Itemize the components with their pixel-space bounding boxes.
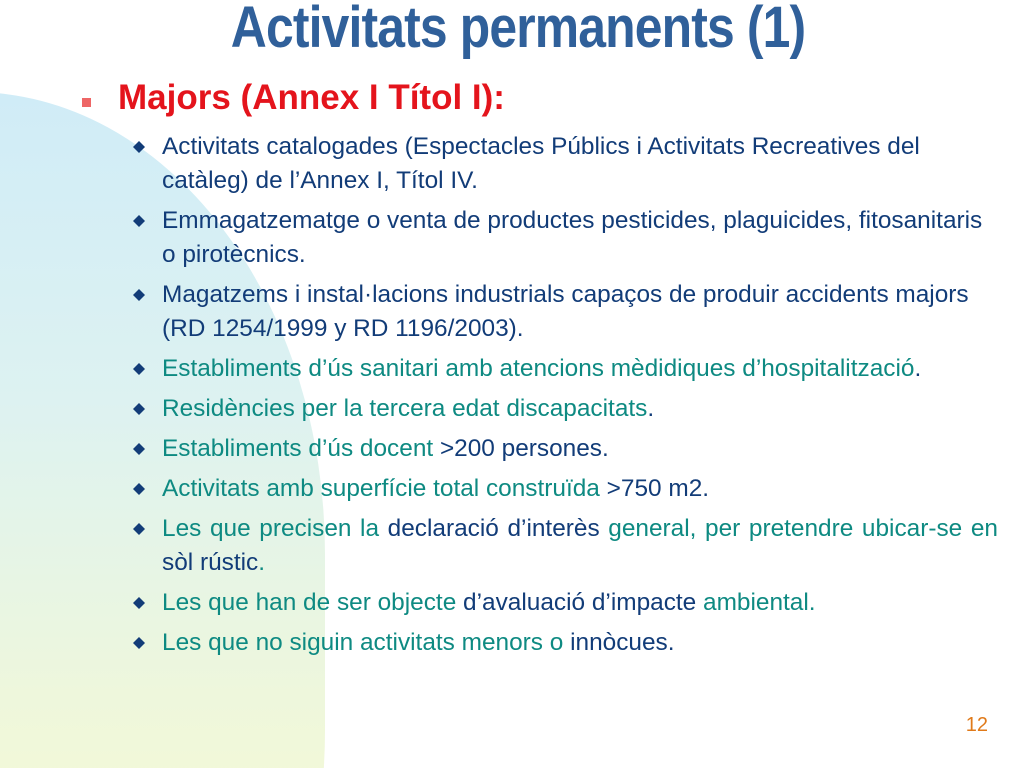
list-item-text [162, 395, 654, 422]
text-run: . [647, 395, 655, 422]
diamond-bullet-icon [133, 523, 145, 535]
diamond-bullet-icon [133, 141, 145, 153]
bullet-list [162, 130, 998, 666]
list-item [162, 352, 998, 386]
diamond-bullet-icon [133, 363, 145, 375]
text-run: Residències per la tercera edat discapacitats [162, 395, 648, 422]
text-run: Activitats catalogades (Espectacles Públics i Activitats Recreatives del catàleg) de l’Annex I, Títol IV. [162, 133, 920, 194]
square-bullet-icon [82, 98, 91, 107]
list-item [162, 472, 998, 506]
list-item [162, 278, 998, 346]
list-item-text [162, 435, 609, 462]
list-item [162, 432, 998, 466]
list-item-text [162, 355, 921, 382]
diamond-bullet-icon [133, 443, 145, 455]
diamond-bullet-icon [133, 637, 145, 649]
list-item-text [162, 629, 675, 656]
text-run: sòl rústic [162, 549, 259, 576]
section-heading: Majors (Annex I Títol I): [118, 78, 505, 117]
list-item [162, 626, 998, 660]
list-item-text [162, 475, 709, 502]
list-item [162, 586, 998, 620]
text-run: d’avaluació d’impacte [463, 589, 697, 616]
slide-title: Activitats permanents (1) [230, 0, 806, 60]
diamond-bullet-icon [133, 597, 145, 609]
text-run: >200 persones. [439, 435, 609, 462]
page-number: 12 [965, 714, 988, 736]
text-run: Les que precisen la [162, 515, 388, 542]
list-item-text [162, 589, 816, 616]
text-run: Les que no siguin activitats menors o [162, 629, 571, 656]
text-run: ambiental. [696, 589, 816, 616]
text-run: Emmagatzematge o venta de productes pesticides, plaguicides, fitosanitaris o pirotècnics. [162, 207, 983, 268]
text-run: Magatzems i instal·lacions industrials capaços de produir accidents majors (RD 1254/1999 y RD 1196/2003). [162, 281, 969, 342]
list-item-text [162, 207, 982, 268]
list-item [162, 204, 998, 272]
text-run: . [258, 549, 266, 576]
list-item-text [162, 281, 969, 342]
text-run: Activitats amb superfície total construïda [162, 475, 607, 502]
text-run: . [914, 355, 922, 382]
text-run: Establiments d’ús sanitari amb atencions mèdidiques d’hospitalització [162, 355, 915, 382]
diamond-bullet-icon [133, 215, 145, 227]
list-item [162, 130, 998, 198]
text-run: declaració d’interès [387, 515, 600, 542]
list-item [162, 392, 998, 426]
list-item [162, 512, 998, 580]
diamond-bullet-icon [133, 289, 145, 301]
text-run: Les que han de ser objecte [162, 589, 464, 616]
text-run: Establiments d’ús docent [162, 435, 440, 462]
list-item-text [162, 133, 920, 194]
text-run: >750 m2. [606, 475, 710, 502]
text-run: innòcues. [570, 629, 675, 656]
diamond-bullet-icon [133, 403, 145, 415]
text-run: general, per pretendre ubicar-se en [599, 515, 998, 542]
diamond-bullet-icon [133, 483, 145, 495]
list-item-text [162, 515, 998, 576]
